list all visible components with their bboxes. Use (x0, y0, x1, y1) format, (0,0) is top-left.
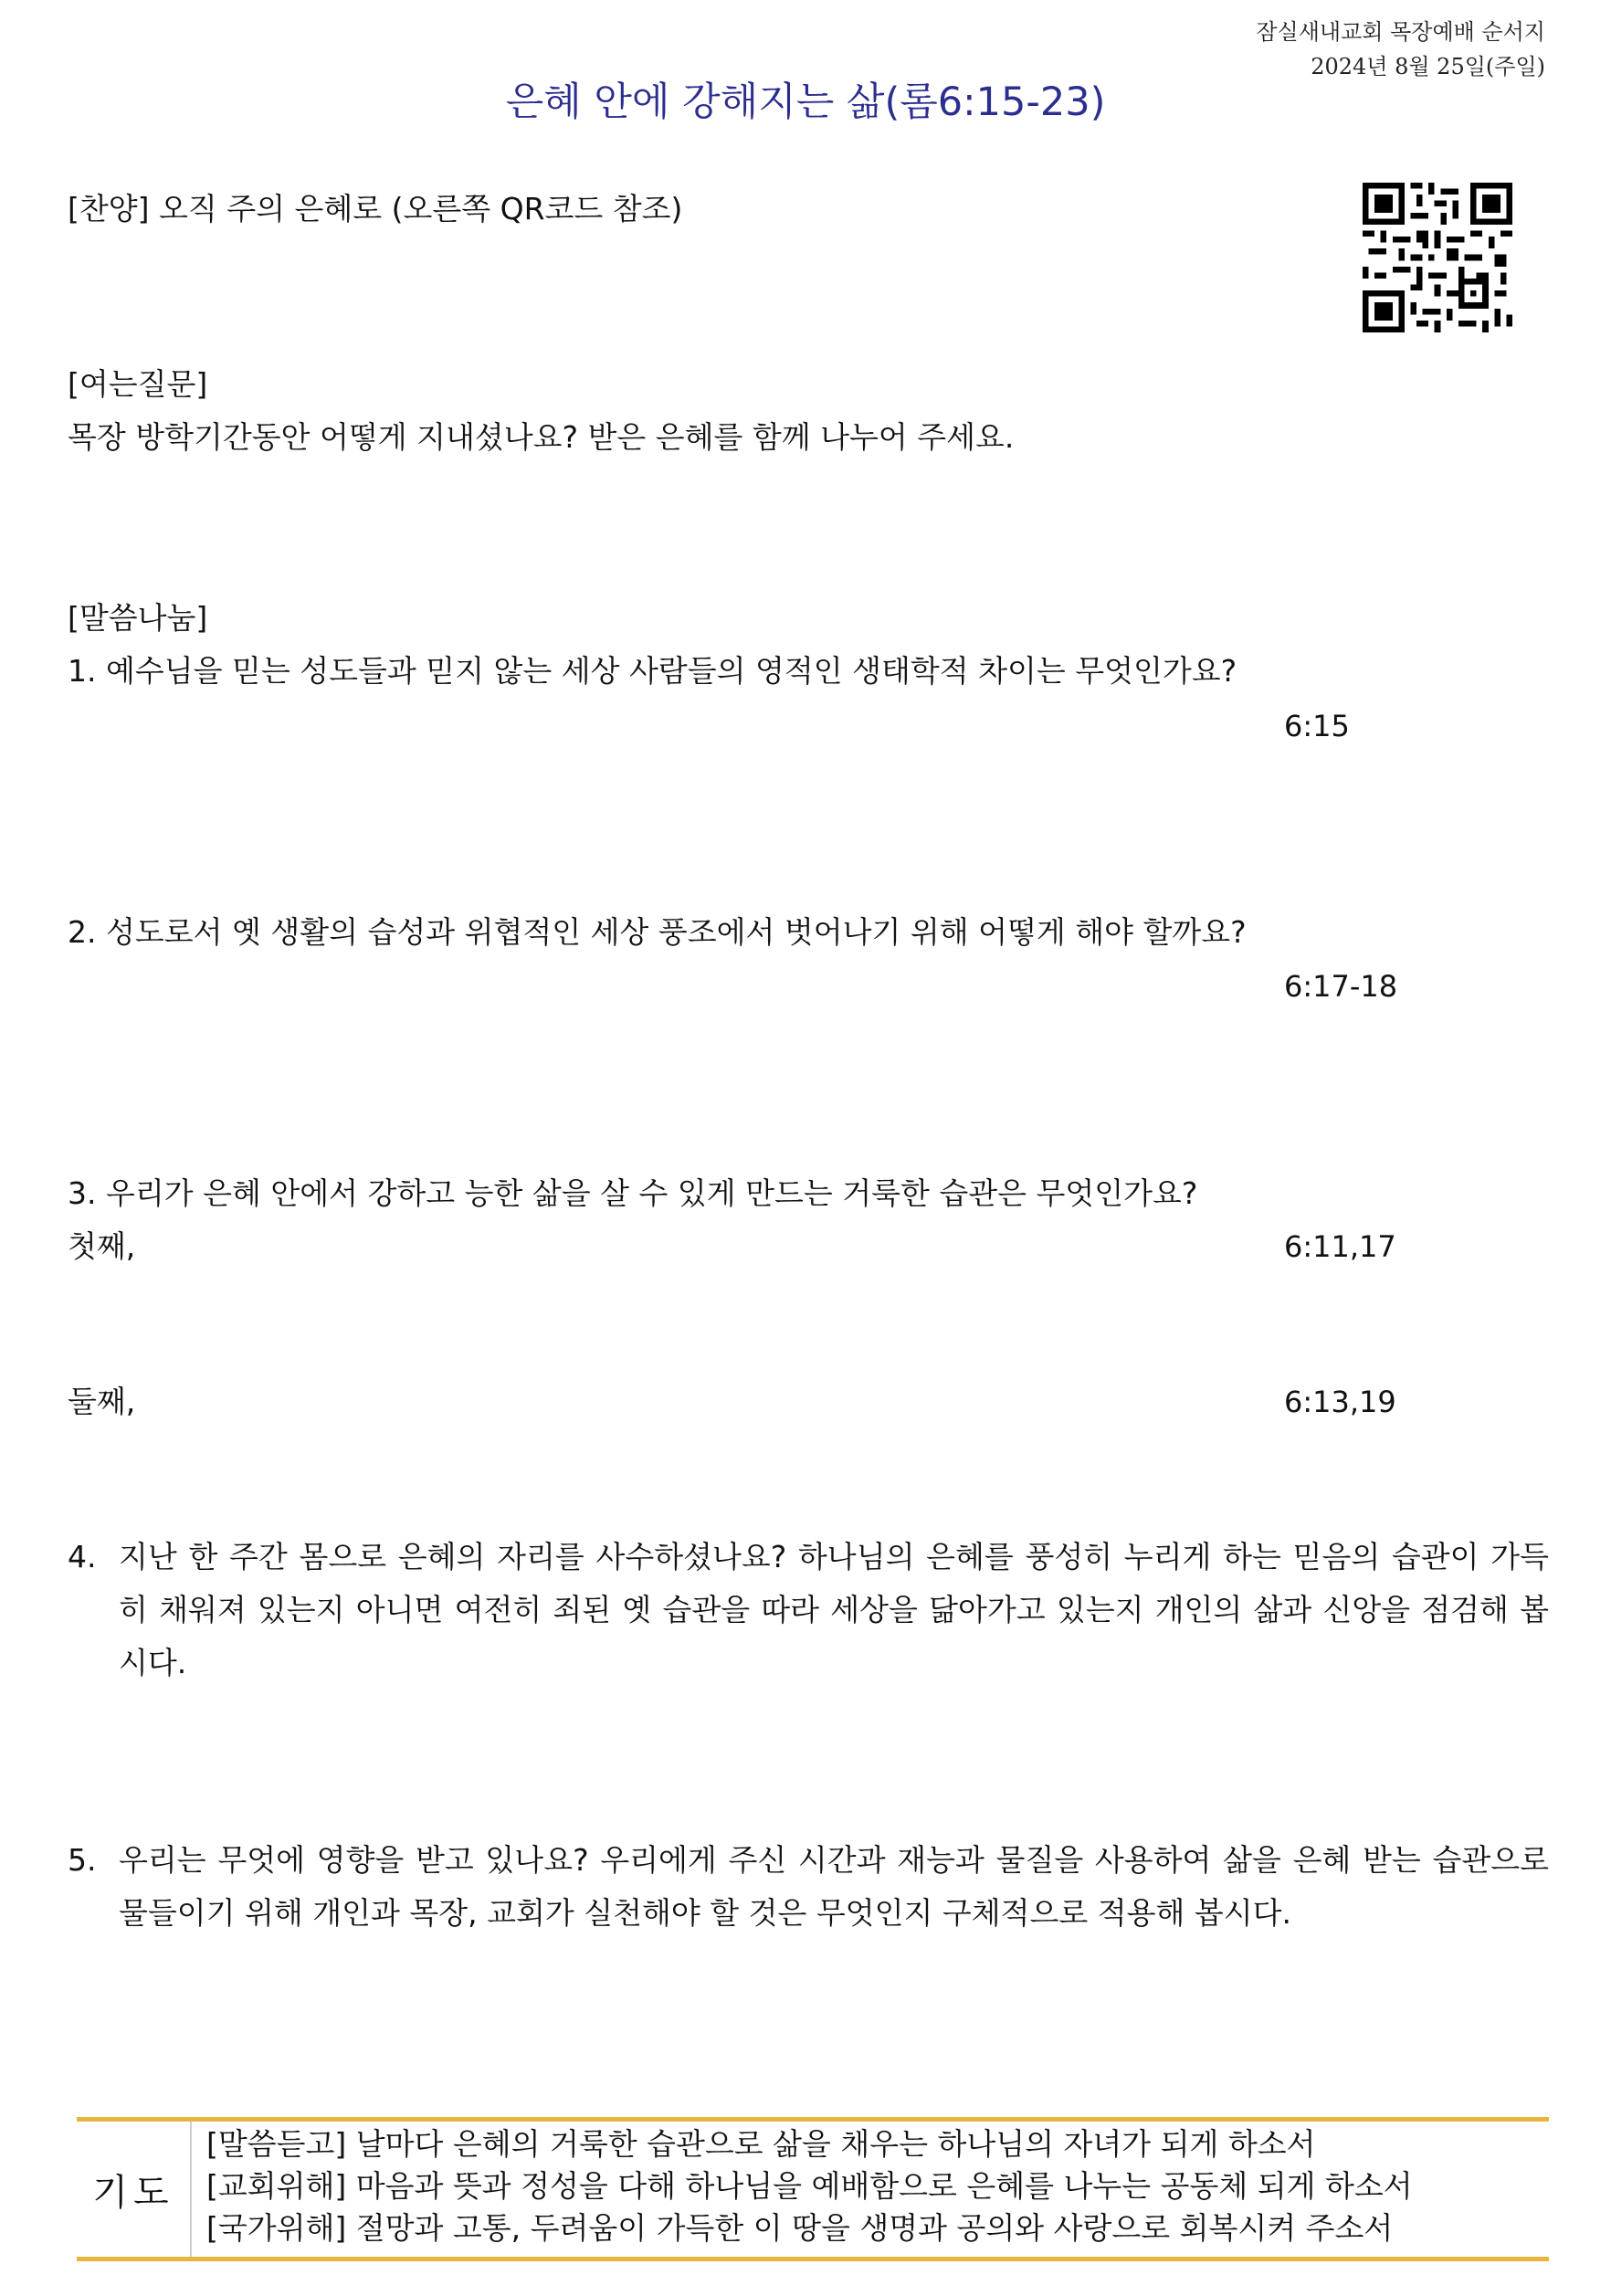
praise-text: 오직 주의 은혜로 (오른쪽 QR코드 참조) (159, 191, 683, 226)
question-text: 지난 한 주간 몸으로 은혜의 자리를 사수하셨나요? 하나님의 은혜를 풍성히 누리게 하는 믿음의 습관이 가득히 채워져 있는지 아니면 여전히 죄된 옛 습관을 따라 세상을 닮아가고 있는지 개인의 삶과 신앙을 점검해 봅시다. (119, 1539, 1549, 1680)
qr-code-icon (1363, 183, 1512, 332)
question-4 (68, 1531, 1549, 1690)
prayer-box (77, 2117, 1549, 2261)
prayer-line-church: [교회위해] 마음과 뜻과 정성을 다해 하나님을 예배함으로 은혜를 나누는 공동체 되게 하소서 (206, 2168, 1413, 2204)
question-number: 5. (68, 1842, 97, 1878)
opening-label: [여는질문] (68, 366, 208, 402)
praise-label: [찬양] (68, 191, 150, 226)
question-2-reference: 6:17-18 (1284, 969, 1398, 1004)
church-name: 잠실새내교회 목장예배 순서지 (1256, 19, 1545, 45)
question-number: 3. (68, 1175, 97, 1211)
question-number: 2. (68, 914, 97, 950)
question-3-second: 둘째, (68, 1384, 136, 1419)
question-text: 우리가 은혜 안에서 강하고 능한 삶을 살 수 있게 만드는 거룩한 습관은 무엇인가요? (106, 1175, 1198, 1211)
question-3-first: 첫째, (68, 1228, 136, 1264)
question-text: 성도로서 옛 생활의 습성과 위협적인 세상 풍조에서 벗어나기 위해 어떻게 해야 할까요? (106, 914, 1247, 950)
opening-question: 목장 방학기간동안 어떻게 지내셨나요? 받은 은혜를 함께 나누어 주세요. (68, 419, 1015, 455)
praise-line (68, 188, 682, 230)
question-2 (68, 911, 1247, 953)
worship-date: 2024년 8월 25일(주일) (1311, 54, 1545, 79)
question-3-second-reference: 6:13,19 (1284, 1385, 1396, 1419)
prayer-label: 기도 (77, 2122, 192, 2257)
question-3 (68, 1173, 1197, 1215)
question-number: 4. (68, 1539, 97, 1575)
question-3-first-reference: 6:11,17 (1284, 1229, 1396, 1264)
prayer-line-nation: [국가위해] 절망과 고통, 두려움이 가득한 이 땅을 생명과 공의와 사랑으로 회복시켜 주소서 (206, 2210, 1394, 2246)
question-5 (68, 1834, 1549, 1940)
question-1-reference: 6:15 (1284, 709, 1350, 743)
prayer-line-word: [말씀듣고] 날마다 은혜의 거룩한 습관으로 삶을 채우는 하나님의 자녀가 되게 하소서 (206, 2126, 1316, 2162)
sharing-label: [말씀나눔] (68, 600, 208, 636)
prayer-lines (206, 2123, 1540, 2249)
header-info (1256, 15, 1545, 84)
page-title: 은혜 안에 강해지는 삶(롬6:15-23) (505, 79, 1106, 125)
question-text: 예수님을 믿는 성도들과 믿지 않는 세상 사람들의 영적인 생태학적 차이는 무엇인가요? (106, 653, 1237, 689)
question-1 (68, 650, 1237, 692)
question-number: 1. (68, 653, 97, 689)
question-text: 우리는 무엇에 영향을 받고 있나요? 우리에게 주신 시간과 재능과 물질을 사용하여 삶을 은혜 받는 습관으로 물들이기 위해 개인과 목장, 교회가 실천해야 할 것은 무엇인지 구체적으로 적용해 봅시다. (119, 1842, 1549, 1931)
